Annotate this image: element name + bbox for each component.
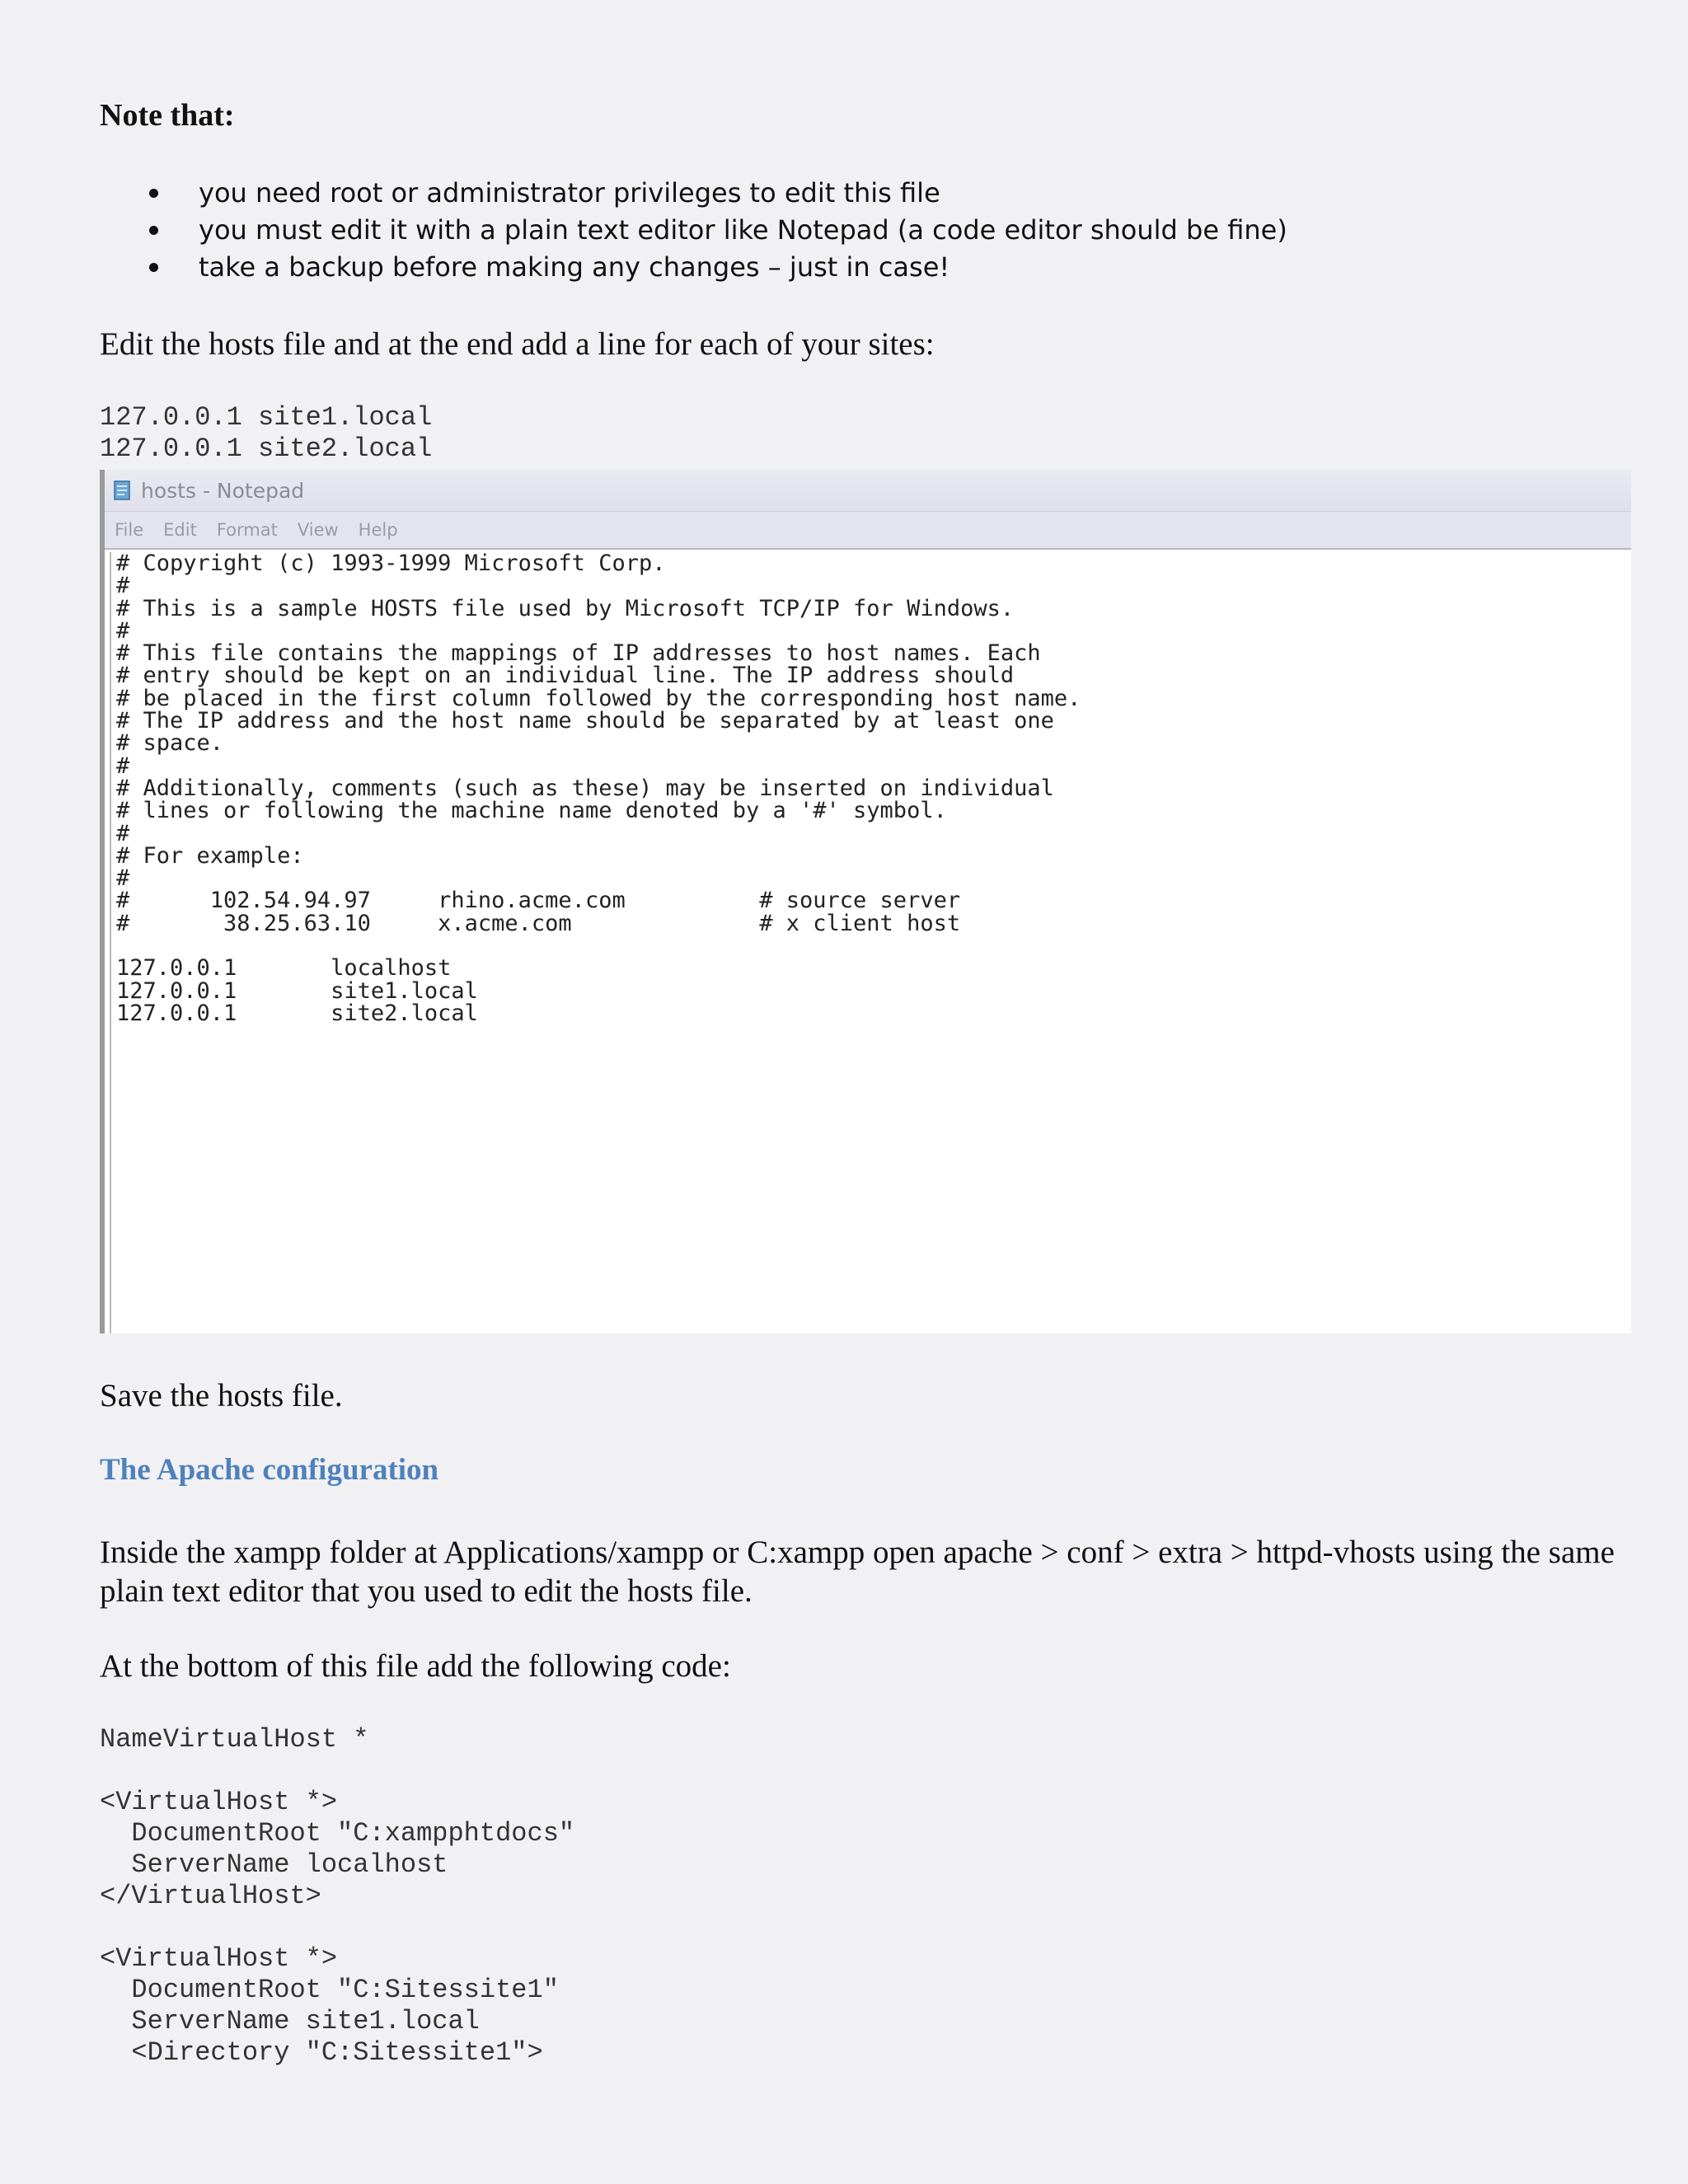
list-item [100, 249, 1287, 286]
notepad-line: # [116, 865, 130, 892]
bottom-intro-paragraph: At the bottom of this file add the following code: [100, 1648, 731, 1684]
note-heading: Note that: [100, 98, 235, 133]
notepad-screenshot [100, 470, 1631, 1333]
notepad-titlebar [105, 470, 1631, 512]
hosts-intro-paragraph: Edit the hosts file and at the end add a line for each of your sites: [100, 326, 935, 362]
notepad-line: # entry should be kept on an individual line. The IP address should [116, 663, 1015, 689]
notepad-line: # 38.25.63.10 x.acme.com # x client host [116, 910, 961, 936]
notepad-line: # Additionally, comments (such as these) may be inserted on individual [116, 775, 1054, 801]
notepad-text-area[interactable] [110, 552, 1631, 1333]
save-paragraph: Save the hosts file. [100, 1378, 343, 1413]
notepad-line: # [116, 573, 130, 599]
note-bullet-list [100, 175, 1287, 286]
apache-section-heading: The Apache configuration [100, 1453, 439, 1487]
notepad-line: # Copyright (c) 1993-1999 Microsoft Corp. [116, 551, 666, 576]
notepad-line: # [116, 617, 130, 644]
notepad-line: 127.0.0.1 site2.local [116, 1000, 478, 1026]
menu-format[interactable]: Format [216, 520, 278, 540]
code-line: NameVirtualHost * [100, 1724, 369, 1755]
code-line [100, 1755, 574, 1787]
notepad-line: # 102.54.94.97 rhino.acme.com # source server [116, 888, 961, 914]
notepad-line: 127.0.0.1 localhost [116, 955, 452, 982]
list-item-text: you must edit it with a plain text editor like Notepad (a code editor should be fine) [199, 214, 1287, 246]
list-item-text: you need root or administrator privileges to edit this file [199, 177, 940, 209]
code-line: <VirtualHost *> [100, 1787, 338, 1817]
code-line: <VirtualHost *> [100, 1943, 338, 1974]
hosts-code-block [100, 402, 432, 465]
notepad-line: # lines or following the machine name denoted by a '#' symbol. [116, 798, 947, 824]
code-line: DocumentRoot "C:Sitessite1" [100, 1975, 559, 2005]
list-item [100, 175, 1287, 212]
code-line: <Directory "C:Sitessite1"> [100, 2037, 543, 2068]
list-item [100, 212, 1287, 249]
bullet-icon [149, 226, 158, 235]
code-line: </VirtualHost> [100, 1881, 321, 1911]
notepad-line: 127.0.0.1 site1.local [116, 977, 478, 1004]
notepad-line: # For example: [116, 842, 304, 869]
notepad-icon [113, 479, 133, 502]
menu-file[interactable]: File [115, 520, 144, 540]
notepad-line: # This is a sample HOSTS file used by Microsoft TCP/IP for Windows. [116, 595, 1015, 621]
notepad-line: # The IP address and the host name should be separated by at least one [116, 708, 1054, 734]
notepad-line: # [116, 820, 130, 846]
apache-paragraph: Inside the xampp folder at Applications/xampp or C:xampp open apache > conf > extra > httpd-vhosts using the same plain text editor that you used to edit the hosts file. [100, 1535, 1615, 1609]
vhosts-code-block [100, 1724, 574, 2069]
notepad-title: hosts - Notepad [141, 478, 305, 503]
notepad-line: # be placed in the first column followed by the corresponding host name. [116, 685, 1081, 711]
code-line: DocumentRoot "C:xampphtdocs" [100, 1818, 575, 1849]
code-line: 127.0.0.1 site1.local [100, 402, 433, 433]
code-line: ServerName localhost [100, 1849, 448, 1880]
notepad-line: # space. [116, 730, 224, 757]
menu-edit[interactable]: Edit [163, 520, 197, 540]
code-line [100, 1912, 574, 1943]
list-item-text: take a backup before making any changes – just in case! [199, 251, 950, 283]
notepad-line [116, 935, 1631, 957]
notepad-line: # This file contains the mappings of IP addresses to host names. Each [116, 640, 1041, 667]
bullet-icon [149, 189, 158, 198]
menu-help[interactable]: Help [358, 520, 398, 540]
menu-view[interactable]: View [297, 520, 339, 540]
bullet-icon [149, 263, 158, 272]
code-line: 127.0.0.1 site2.local [100, 434, 433, 464]
notepad-line: # [116, 752, 130, 779]
code-line: ServerName site1.local [100, 2006, 480, 2036]
notepad-menubar [105, 512, 1631, 550]
